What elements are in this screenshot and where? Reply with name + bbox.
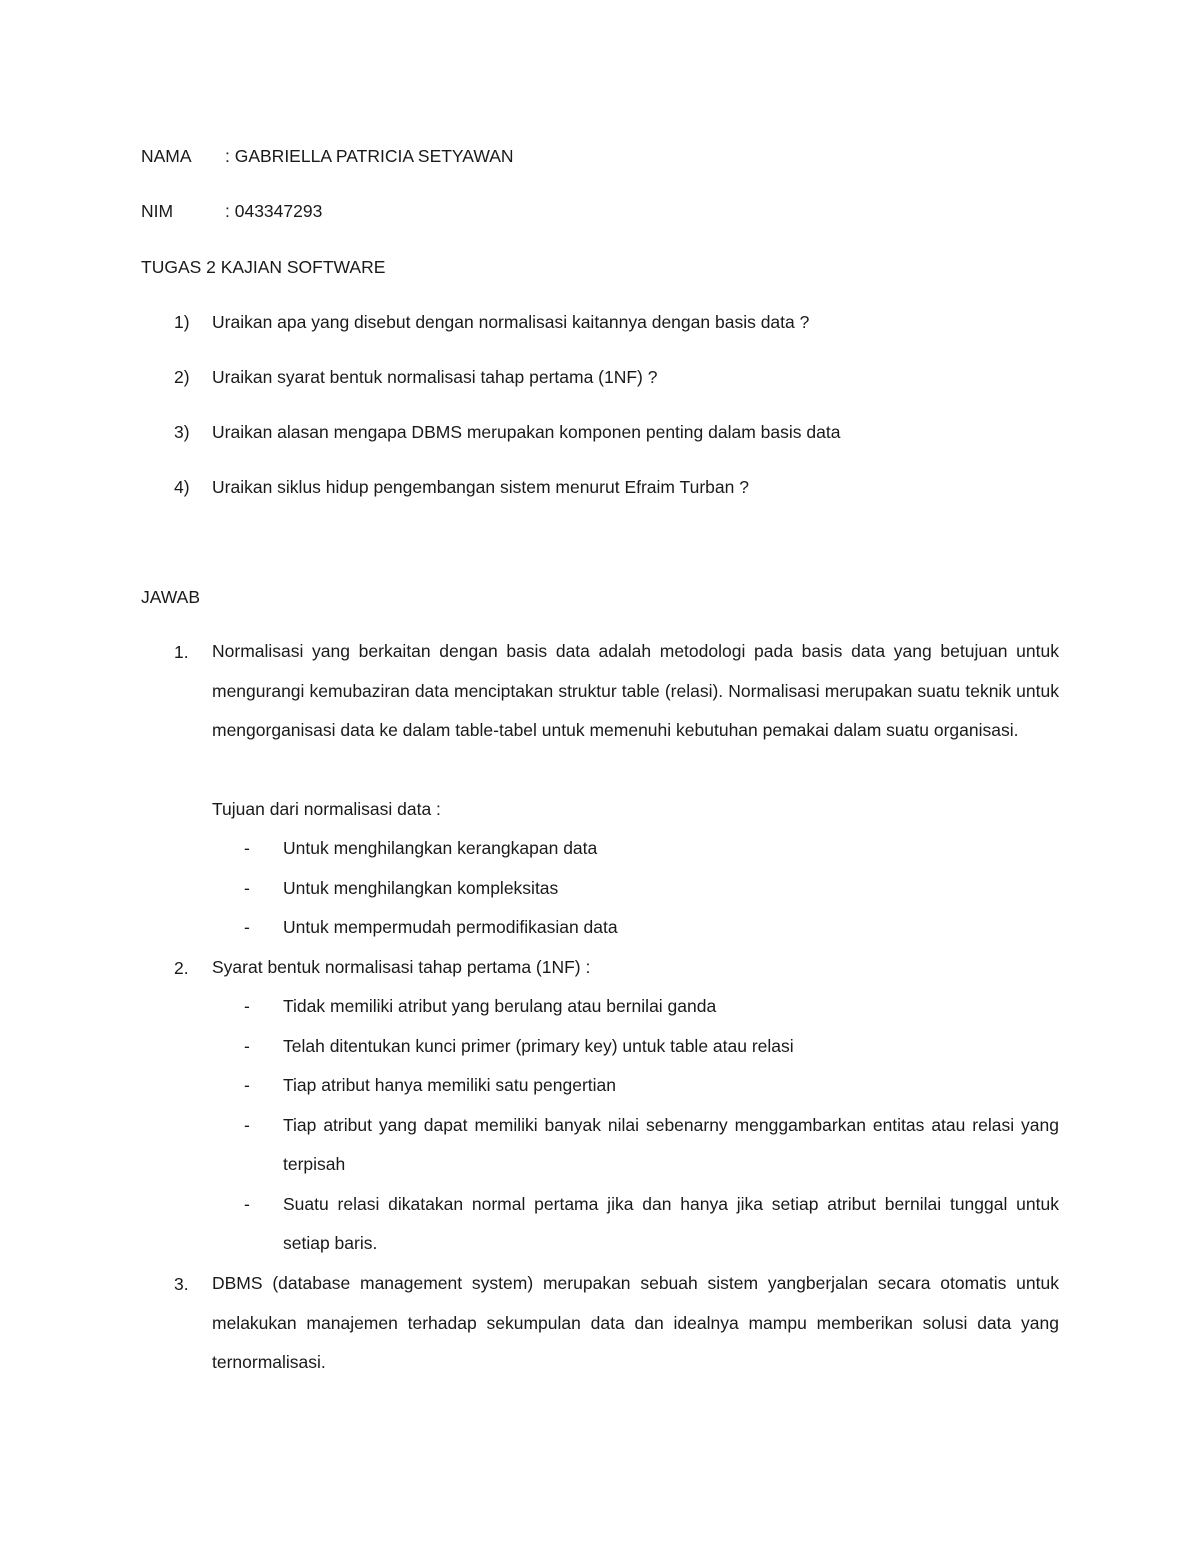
list-item <box>244 1027 1059 1067</box>
bullet-text: Tidak memiliki atribut yang berulang atau bernilai ganda <box>283 996 717 1016</box>
answer-number: 1. <box>174 642 189 662</box>
bullet-dash: - <box>244 1035 250 1056</box>
question-text: Uraikan syarat bentuk normalisasi tahap pertama (1NF) ? <box>212 367 658 387</box>
bullet-dash: - <box>244 996 250 1016</box>
answer-paragraph: Normalisasi yang berkaitan dengan basis data adalah metodologi pada basis data yang betujuan untuk mengurangi kemubaziran data menciptakan struktur table (relasi). Normalisasi merupakan suatu teknik untuk mengorganisasi data ke dalam table-tabel untuk memenuhi kebutuhan pemakai dalam suatu organisasi. <box>212 641 1059 740</box>
answer-number: 3. <box>174 1274 189 1294</box>
nim-value: : 043347293 <box>225 201 323 221</box>
answer-number: 2. <box>174 958 189 978</box>
bullet-text: Suatu relasi dikatakan normal pertama jika dan hanya jika setiap atribut bernilai tunggal untuk setiap baris. <box>283 1193 1059 1253</box>
answers-heading: JAWAB <box>141 587 200 607</box>
nama-label: NAMA <box>141 146 192 166</box>
question-number: 4) <box>174 477 190 497</box>
question-text: Uraikan apa yang disebut dengan normalisasi kaitannya dengan basis data ? <box>212 312 810 332</box>
bullet-text: Telah ditentukan kunci primer (primary key) untuk table atau relasi <box>283 1035 794 1056</box>
bullet-dash: - <box>244 877 250 898</box>
bullet-text: Untuk mempermudah permodifikasian data <box>283 917 618 937</box>
bullet-text: Tiap atribut yang dapat memiliki banyak nilai sebenarny menggambarkan entitas atau relasi yang terpisah <box>283 1114 1059 1174</box>
bullet-text: Untuk menghilangkan kompleksitas <box>283 877 559 898</box>
answer-paragraph: Syarat bentuk normalisasi tahap pertama (1NF) : <box>212 957 591 977</box>
bullet-dash: - <box>244 1193 250 1214</box>
nim-line <box>141 199 322 223</box>
list-item <box>244 1066 1059 1106</box>
answer-bullet-list <box>244 987 1059 1264</box>
bullet-dash: - <box>244 1075 250 1095</box>
assignment-title: TUGAS 2 KAJIAN SOFTWARE <box>141 257 386 277</box>
answer-subheading: Tujuan dari normalisasi data : <box>212 799 441 819</box>
bullet-dash: - <box>244 838 250 858</box>
bullet-text: Untuk menghilangkan kerangkapan data <box>283 838 598 858</box>
question-number: 1) <box>174 312 190 332</box>
nama-line <box>141 144 514 168</box>
list-item <box>244 1185 1059 1264</box>
question-number: 3) <box>174 422 190 442</box>
question-text: Uraikan siklus hidup pengembangan sistem menurut Efraim Turban ? <box>212 477 749 497</box>
answer-bullet-list <box>244 829 1059 948</box>
question-number: 2) <box>174 367 190 387</box>
list-item <box>244 987 1059 1027</box>
answer-paragraph: DBMS (database management system) merupakan sebuah sistem yangberjalan secara otomatis untuk melakukan manajemen terhadap sekumpulan data dan idealnya mampu memberikan solusi data yang ternormalisasi. <box>212 1273 1059 1372</box>
list-item <box>244 869 1059 909</box>
list-item <box>244 829 1059 869</box>
bullet-text: Tiap atribut hanya memiliki satu pengertian <box>283 1075 616 1095</box>
nama-value: : GABRIELLA PATRICIA SETYAWAN <box>225 146 514 166</box>
bullet-dash: - <box>244 917 250 937</box>
list-item <box>244 908 1059 948</box>
nim-label: NIM <box>141 201 174 221</box>
list-item <box>244 1106 1059 1185</box>
bullet-dash: - <box>244 1114 250 1135</box>
question-text: Uraikan alasan mengapa DBMS merupakan komponen penting dalam basis data <box>212 422 841 442</box>
